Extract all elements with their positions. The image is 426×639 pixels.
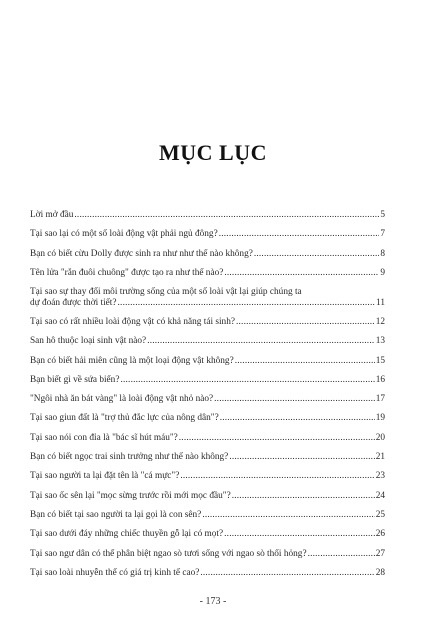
toc-entry-title: dự đoán được thời tiết? [30,297,117,308]
toc-entry-title: Tại sao giun đất là "trợ thủ đắc lực của nông dân"? [30,413,219,424]
toc-leader-dots [254,249,380,260]
toc-entry [30,210,385,221]
toc-leader-dots [202,510,374,521]
page-number: - 173 - [199,596,227,607]
toc-entry [30,549,385,560]
toc-entry-page: 7 [380,229,385,240]
toc-entry-title: Bạn có biết hải miên cũng là một loại động vật không? [30,355,234,366]
toc-entry-page: 8 [380,248,385,259]
toc-entry-page: 23 [375,471,385,482]
toc-entry-title: Bạn có biết ngọc trai sinh trưởng như thế nào không? [30,452,229,463]
toc-leader-dots [232,491,375,502]
toc-entry-title: Bạn biết gì về sứa biển? [30,374,120,385]
toc-entry-title: Tại sao ốc sên lại "mọc sừng trước rồi mới mọc đầu"? [30,490,231,501]
toc-entry-page: 26 [375,529,385,540]
toc-entry-page: 13 [375,336,385,347]
toc-entry-page: 16 [375,374,385,385]
toc-entry [30,413,385,424]
toc-entry-page: 27 [375,548,385,559]
toc-entry [30,568,385,579]
toc-leader-dots [219,229,380,240]
toc-entry-page: 17 [375,394,385,405]
toc-entry-title: Tên lửa "rắn đuôi chuông" được tạo ra như thế nào? [30,267,224,278]
toc-entry [30,249,385,260]
toc-entry [30,433,385,444]
toc-entry-title-line1: Tại sao sự thay đổi môi trường sống của một số loài vật lại giúp chúng ta [30,287,302,298]
toc-leader-dots [74,210,379,221]
toc-leader-dots [214,394,375,405]
toc-leader-dots [235,356,375,367]
toc-entry-title: "Ngôi nhà ăn bát vàng" là loài động vật nhỏ nào? [30,394,214,405]
toc-leader-dots [229,452,374,463]
toc-entry-title: Bạn có biết tại sao người ta lại gọi là con sên? [30,509,202,520]
toc-entry [30,394,385,405]
toc-entry [30,287,385,308]
toc-entry-page: 9 [380,267,385,278]
toc-entry [30,491,385,502]
toc-entry-page: 12 [375,316,385,327]
toc-entry-title: Tại sao ngư dân có thể phân biệt ngao sò tươi sống với ngao sò thối hỏng? [30,548,307,559]
page-title: MỤC LỤC [159,140,267,165]
toc-entry-page: 5 [380,210,385,220]
toc-entry [30,229,385,240]
toc-entry-page: 15 [375,355,385,366]
toc-entry-page: 21 [375,452,385,463]
toc-entry-title: Tại sao người ta lại đặt tên là "cá mực"? [30,471,180,482]
toc-entry-title: Tại sao có rất nhiều loài động vật có khả năng tái sinh? [30,316,235,327]
toc-entry-title: Bạn có biết cừu Dolly được sinh ra như như thế nào không? [30,248,253,259]
toc-leader-dots [224,529,375,540]
toc-leader-dots [236,317,375,328]
toc-entry [30,375,385,386]
toc-entry [30,529,385,540]
toc-entry [30,268,385,279]
toc-leader-dots [220,413,375,424]
toc-leader-dots [200,568,374,579]
toc-entry [30,452,385,463]
toc-leader-dots [179,433,375,444]
toc-leader-dots [308,549,375,560]
toc-leader-dots [118,298,376,309]
toc-leader-dots [147,336,375,347]
toc-entry-title: Tại sao loài nhuyễn thể có giá trị kinh tế cao? [30,567,200,578]
toc-entry [30,471,385,482]
toc-entry-title: San hô thuộc loại sinh vật nào? [30,336,147,347]
toc-entry-page: 28 [375,567,385,578]
toc-entry [30,317,385,328]
toc-entry-title: Lời mở đầu [30,210,74,220]
toc-entry-page: 20 [375,432,385,443]
toc-entry-page: 11 [376,297,385,308]
toc-leader-dots [180,471,374,482]
toc-entry-title: Tại sao lại có một số loài động vật phải ngủ đông? [30,229,218,240]
toc-entry [30,336,385,347]
toc-leader-dots [224,268,379,279]
toc-entry [30,356,385,367]
table-of-contents [30,210,385,587]
toc-entry-page: 19 [375,413,385,424]
toc-entry-title: Tại sao dưới đáy những chiếc thuyền gỗ lại có mọt? [30,529,224,540]
toc-entry-title: Tại sao nói con đỉa là "bác sĩ hút máu"? [30,432,178,443]
toc-leader-dots [120,375,374,386]
toc-entry-page: 25 [375,509,385,520]
toc-entry-page: 24 [375,490,385,501]
toc-entry [30,510,385,521]
